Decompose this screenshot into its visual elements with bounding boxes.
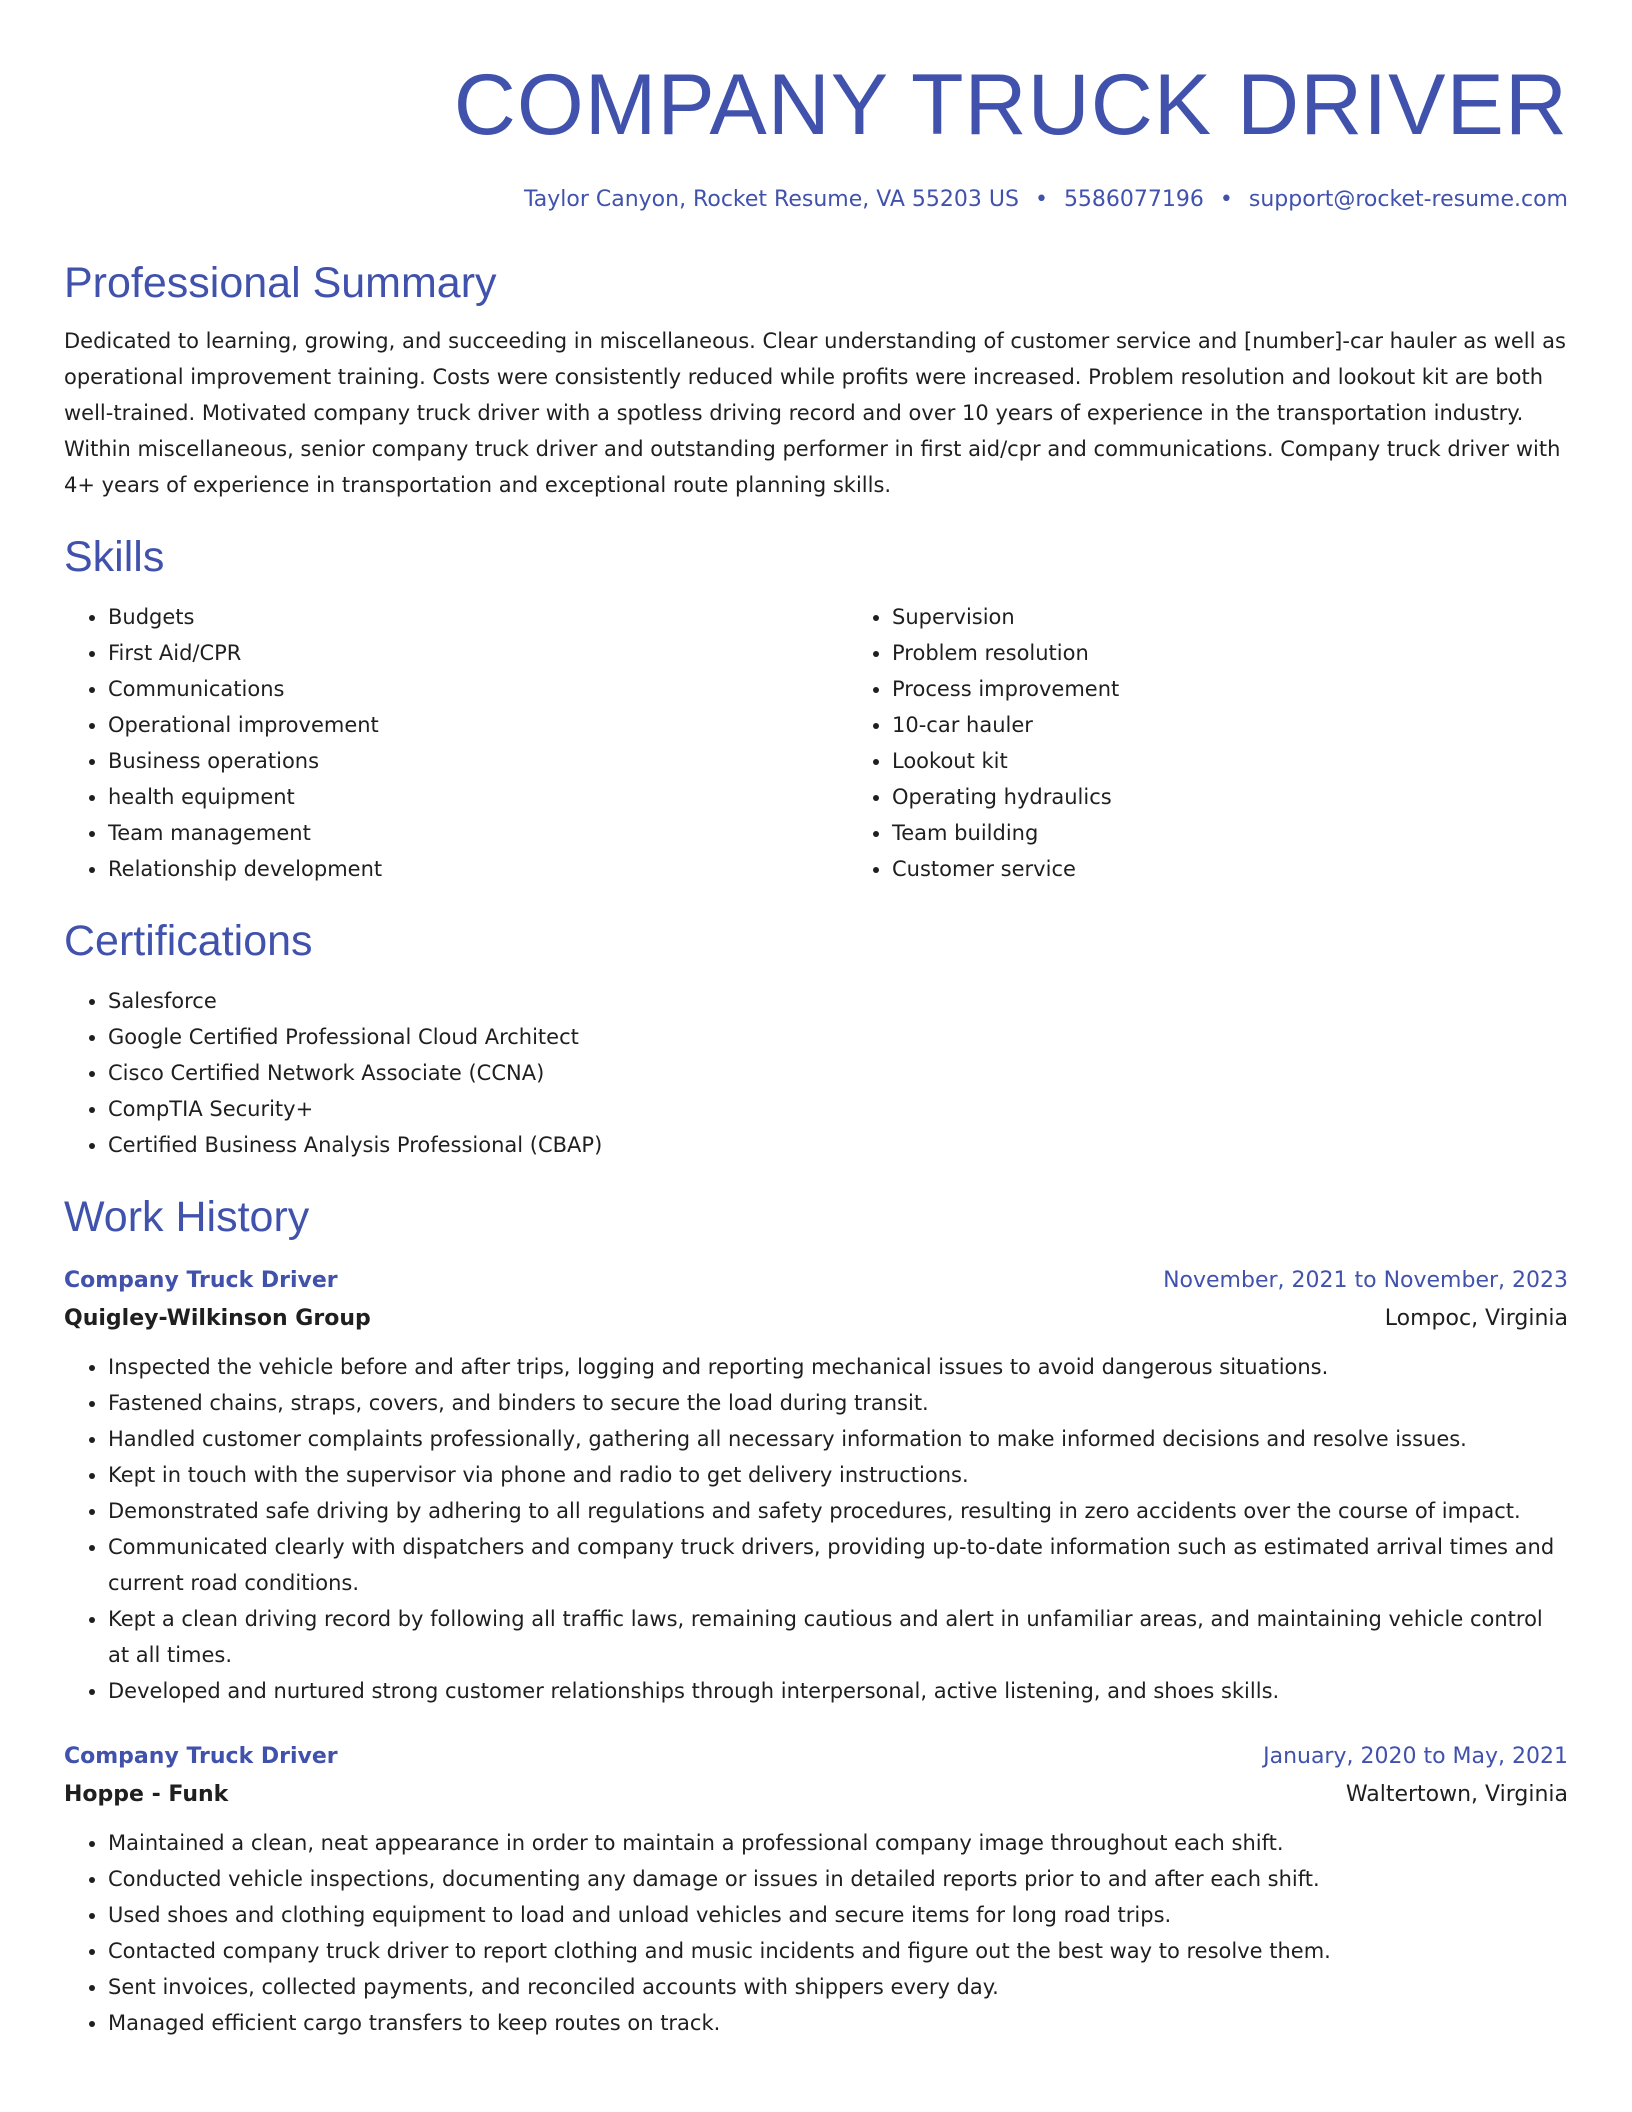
certification-item: • Salesforce — [108, 983, 1568, 1019]
job-duty-item: • Demonstrated safe driving by adhering to all regulations and safety procedures, resulting in zero accidents over the course of impact. — [108, 1493, 1568, 1529]
contact-phone: 5586077196 — [1063, 187, 1204, 212]
skill-item: • Lookout kit — [892, 743, 1119, 779]
job-duties-list — [64, 1349, 1568, 1709]
job-duty-item: • Communicated clearly with dispatchers and company truck drivers, providing up-to-date information such as estimated arrival times and current road conditions. — [108, 1529, 1568, 1601]
section-title-skills: Skills — [64, 533, 165, 581]
skill-item: • Operating hydraulics — [892, 779, 1119, 815]
contact-separator: • — [1034, 187, 1048, 212]
job-duty-item: • Contacted company truck driver to report clothing and music incidents and figure out the best way to resolve them. — [108, 1933, 1568, 1969]
job-title: Company Truck Driver — [64, 1744, 338, 1769]
certifications-section — [64, 913, 1568, 1163]
candidate-name: COMPANY TRUCK DRIVER — [453, 57, 1568, 153]
job-title: Company Truck Driver — [64, 1268, 338, 1293]
certification-item: • CompTIA Security+ — [108, 1091, 1568, 1127]
job-dates: November, 2021 to November, 2023 — [1163, 1268, 1568, 1293]
skill-item: • Problem resolution — [892, 635, 1119, 671]
job-duties-list — [64, 1825, 1568, 2041]
job-entry — [64, 1263, 1568, 1709]
job-location: Waltertown, Virginia — [1345, 1782, 1568, 1807]
skill-item: • Operational improvement — [108, 707, 848, 743]
skill-item: • Team management — [108, 815, 848, 851]
summary-text: Dedicated to learning, growing, and succeeding in miscellaneous. Clear understanding of customer service and [number]-car hauler as well as operational improvement training. Costs were consistently reduced while profits were increased. Problem resolution and lookout kit are both well-trained. Motivated company truck driver with a spotless driving record and over 10 years of experience in the transportation industry. Within miscellaneous, senior company truck driver and outstanding performer in first aid/cpr and communications. Company truck driver with 4+ years of experience in transportation and exceptional route planning skills. — [64, 329, 1566, 497]
certification-item: • Google Certified Professional Cloud Architect — [108, 1019, 1568, 1055]
job-duty-item: • Fastened chains, straps, covers, and binders to secure the load during transit. — [108, 1385, 1568, 1421]
certifications-list — [64, 983, 1568, 1163]
job-title-row — [64, 1263, 1568, 1299]
job-duty-item: • Kept a clean driving record by following all traffic laws, remaining cautious and alert in unfamiliar areas, and maintaining vehicle control at all times. — [108, 1601, 1568, 1673]
contact-address: Taylor Canyon, Rocket Resume, VA 55203 US — [523, 187, 1019, 212]
job-location: Lompoc, Virginia — [1384, 1306, 1568, 1331]
job-duty-item: • Kept in touch with the supervisor via phone and radio to get delivery instructions. — [108, 1457, 1568, 1493]
skill-item: • Business operations — [108, 743, 848, 779]
section-title-certifications: Certifications — [64, 917, 313, 965]
job-duty-item: • Conducted vehicle inspections, documenting any damage or issues in detailed reports prior to and after each shift. — [108, 1861, 1568, 1897]
skill-item: • First Aid/CPR — [108, 635, 848, 671]
skill-item: • Supervision — [892, 599, 1119, 635]
contact-email[interactable]: support@rocket-resume.com — [1248, 187, 1568, 212]
skills-section — [64, 529, 1568, 887]
skill-item: • health equipment — [108, 779, 848, 815]
job-duty-item: • Inspected the vehicle before and after trips, logging and reporting mechanical issues to avoid dangerous situations. — [108, 1349, 1568, 1385]
skills-list-right — [848, 599, 1119, 887]
job-company-row — [64, 1775, 1568, 1815]
contact-separator: • — [1219, 187, 1233, 212]
job-entry — [64, 1739, 1568, 2041]
skill-item: • Communications — [108, 671, 848, 707]
skill-item: • Customer service — [892, 851, 1119, 887]
resume-header — [64, 55, 1568, 217]
skills-list-left — [64, 599, 848, 887]
skill-item: • Team building — [892, 815, 1119, 851]
job-company: Hoppe - Funk — [64, 1782, 229, 1807]
section-title-work-history: Work History — [64, 1193, 310, 1241]
job-title-row — [64, 1739, 1568, 1775]
job-company-row — [64, 1299, 1568, 1339]
job-duty-item: • Maintained a clean, neat appearance in order to maintain a professional company image throughout each shift. — [108, 1825, 1568, 1861]
skills-columns — [64, 585, 1568, 887]
skill-item: • Relationship development — [108, 851, 848, 887]
work-history-section — [64, 1189, 1568, 2041]
job-duty-item: • Managed efficient cargo transfers to keep routes on track. — [108, 2005, 1568, 2041]
job-duty-item: • Developed and nurtured strong customer relationships through interpersonal, active listening, and shoes skills. — [108, 1673, 1568, 1709]
certification-item: • Certified Business Analysis Professional (CBAP) — [108, 1127, 1568, 1163]
certification-item: • Cisco Certified Network Associate (CCNA) — [108, 1055, 1568, 1091]
skill-item: • Process improvement — [892, 671, 1119, 707]
job-duty-item: • Sent invoices, collected payments, and reconciled accounts with shippers every day. — [108, 1969, 1568, 2005]
job-dates: January, 2020 to May, 2021 — [1263, 1744, 1568, 1769]
job-duty-item: • Handled customer complaints professionally, gathering all necessary information to make informed decisions and resolve issues. — [108, 1421, 1568, 1457]
skill-item: • Budgets — [108, 599, 848, 635]
skill-item: • 10-car hauler — [892, 707, 1119, 743]
job-company: Quigley-Wilkinson Group — [64, 1306, 371, 1331]
contact-line — [64, 183, 1568, 217]
job-duty-item: • Used shoes and clothing equipment to load and unload vehicles and secure items for long road trips. — [108, 1897, 1568, 1933]
section-title-summary: Professional Summary — [64, 259, 497, 307]
